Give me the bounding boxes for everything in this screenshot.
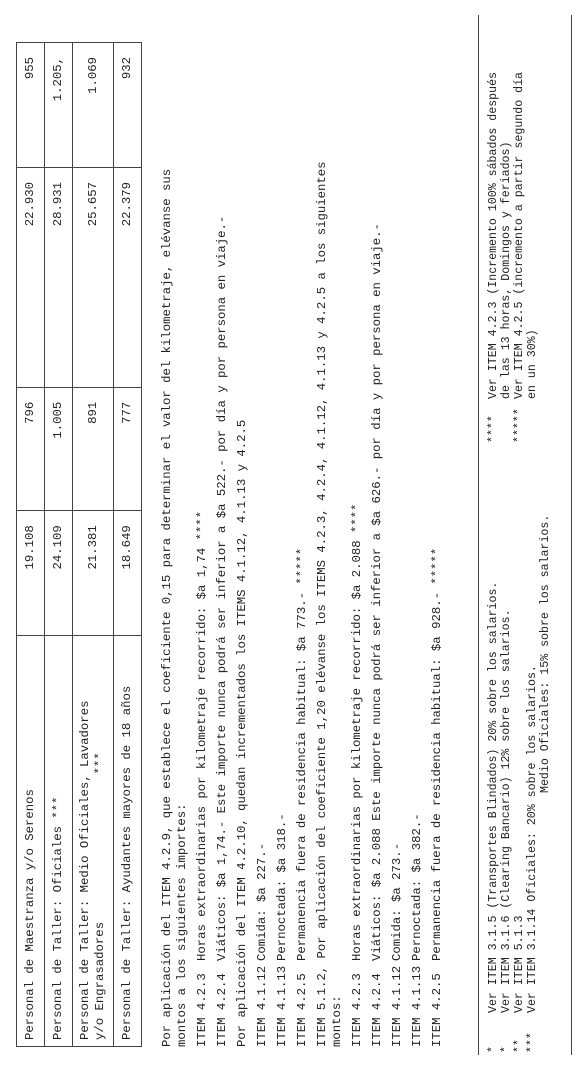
paragraph: ITEM 5.1.2, Por aplicación del coeficiente 1,20 elévanse los ITEMS 4.2.3, 4.2.4, 4.1.12, 4.1.13 y 4.2.5 a los siguientes montos: [315, 161, 344, 1047]
item-code: ITEM 4.1.13 [410, 965, 424, 1047]
row-label: Personal de Taller: Ayudantes mayores de 18 años [114, 636, 142, 1047]
footnote-mark: **** [487, 415, 500, 443]
footnote [526, 453, 539, 1053]
item-text: Permanencia fuera de residencia habitual: $a 773.- ***** [295, 547, 309, 961]
cell-value: 28.931 [45, 168, 73, 388]
document-page [10, 10, 572, 1055]
cell-value: 19.108 [17, 511, 45, 636]
cell-value: 891 [73, 387, 114, 511]
paragraph: Por aplicación del ITEM 4.2.10, quedan incrementados los ITEMS 4.1.12, 4.1.13 y 4.2.5 [235, 419, 249, 1047]
footnotes [478, 15, 572, 1055]
cell-value: 18.649 [114, 511, 142, 636]
footnote [500, 453, 513, 1053]
footnote-mark: *** [526, 1032, 539, 1053]
item-text: Viáticos: $a 1,74.- Este importe nunca podrá ser inferior a $a 522.- por día y por persona en viaje.- [215, 215, 229, 961]
item-text: Comida: $a 227.- [255, 842, 269, 961]
item-text: Horas extraordinarias por kilometraje recorrido: $a 1,74 **** [195, 510, 209, 961]
rates-table [16, 42, 142, 1047]
footnote-text: Ver ITEM 3.1.14 Oficiales: 20% sobre los salarios. [526, 665, 539, 1013]
item-code: ITEM 4.1.12 [255, 965, 269, 1047]
footnote-mark: * [487, 1046, 500, 1053]
cell-value: 22.930 [17, 168, 45, 388]
cell-value: 1.069 [73, 43, 114, 168]
cell-value: 955 [17, 43, 45, 168]
footnotes-right [487, 13, 539, 443]
list-item [410, 27, 425, 1047]
footnote-text: Ver ITEM 5.1.3 [513, 915, 526, 1013]
list-item [275, 27, 290, 1047]
cell-value: 21.381 [73, 511, 114, 636]
footnote-text: Medio Oficiales: 15% sobre los salarios. [539, 514, 552, 793]
item-code: ITEM 4.1.12 [390, 965, 404, 1047]
list-item [370, 27, 385, 1047]
item-text: Pernoctada: $a 318.- [275, 813, 289, 961]
item-code: ITEM 4.2.3 [195, 973, 209, 1047]
table-row [17, 43, 45, 1047]
document-body [160, 27, 450, 1047]
item-text: Pernoctada: $a 382.- [410, 813, 424, 961]
list-item [215, 27, 230, 1047]
cell-value: 796 [17, 387, 45, 511]
cell-value: 1.005 [45, 387, 73, 511]
footnote-mark [500, 399, 513, 443]
item-code: ITEM 4.2.5 [430, 973, 444, 1047]
list-item [195, 27, 210, 1047]
table-row [114, 43, 142, 1047]
paragraph: Por aplicación del ITEM 4.2.9, que establece el coeficiente 0,15 para determinar el valor del kilometraje, elévanse sus montos a los siguientes importes: [160, 168, 189, 1047]
item-text: Horas extraordinarias por kilometraje recorrido: $a 2.088 **** [350, 503, 364, 961]
item-code: ITEM 4.2.5 [295, 973, 309, 1047]
cell-value: 24.109 [45, 511, 73, 636]
item-text: Comida: $a 273.- [390, 842, 404, 961]
footnote-text: Ver ITEM 3.1.6 (Clearing Bancario) 12% sobre los salarios. [500, 609, 513, 1013]
footnote [487, 13, 500, 443]
footnote [513, 453, 526, 1053]
list-item [295, 27, 310, 1047]
footnotes-left [487, 453, 552, 1053]
footnote-text: de las 13 horas, Domingos y feriados) [500, 141, 513, 399]
footnote-text: Ver ITEM 3.1.5 (Transportes Blindados) 20% sobre los salarios. [487, 581, 500, 1013]
list-item [255, 27, 270, 1047]
item-text: Viáticos: $a 2.088 Este importe nunca podrá ser inferior a $a 626.- por día y por persona en viaje.- [370, 223, 384, 961]
cell-value: 25.657 [73, 168, 114, 388]
footnote-mark: * [500, 1046, 513, 1053]
footnote [513, 13, 526, 443]
table-row [73, 43, 114, 1047]
table-row [45, 43, 73, 1047]
footnote [526, 13, 539, 443]
footnote-text: en un 30%) [526, 329, 539, 399]
footnote-text: Ver ITEM 4.2.5 (incremento a partir segundo día [513, 72, 526, 399]
footnote [487, 453, 500, 1053]
row-label: Personal de Taller: Oficiales *** [45, 636, 73, 1047]
item-code: ITEM 4.1.13 [275, 965, 289, 1047]
footnote-mark: ** [513, 1039, 526, 1053]
row-label: Personal de Taller: Medio Oficiales, Lavadores y/o Engrasadores *** [73, 636, 114, 1047]
list-item [390, 27, 405, 1047]
footnote-text: Ver ITEM 4.2.3 (Incremento 100% sábados después [487, 72, 500, 399]
footnote-mark [539, 793, 552, 1053]
row-label: Personal de Maestranza y/o Serenos [17, 636, 45, 1047]
item-code: ITEM 4.2.4 [370, 973, 384, 1047]
list-item [430, 27, 445, 1047]
item-text: Permanencia fuera de residencia habitual: $a 928.- ***** [430, 547, 444, 961]
item-code: ITEM 4.2.4 [215, 973, 229, 1047]
cell-value: 777 [114, 387, 142, 511]
list-item [350, 27, 365, 1047]
footnote-mark [526, 399, 539, 443]
footnote [500, 13, 513, 443]
cell-value: 932 [114, 43, 142, 168]
cell-value: 22.379 [114, 168, 142, 388]
cell-value: 1.205, [45, 43, 73, 168]
item-code: ITEM 4.2.3 [350, 973, 364, 1047]
footnote [539, 453, 552, 1053]
footnote-mark: ***** [513, 408, 526, 443]
